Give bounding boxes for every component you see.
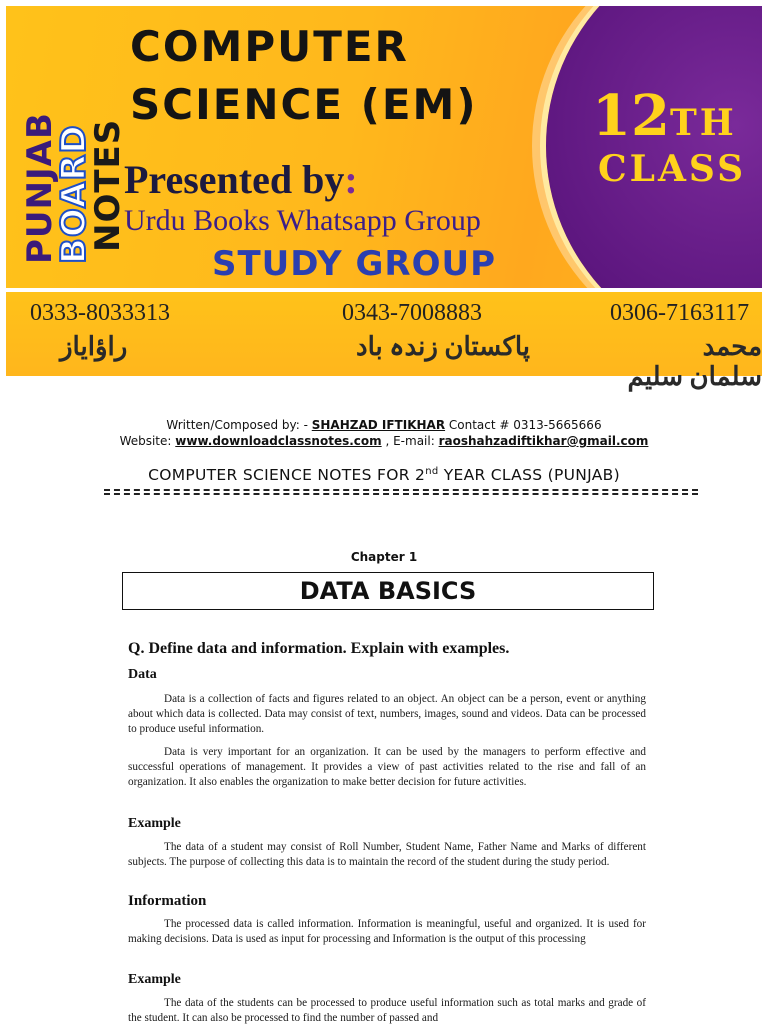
question-heading: Q. Define data and information. Explain with examples. bbox=[128, 640, 510, 657]
data-paragraph-1: Data is a collection of facts and figures related to an object. An object can be a person, event or anything about which data is collected. Data may consist of text, numbers, images, sound and videos. Data can be processed to produce useful information. bbox=[128, 693, 646, 735]
class-word: CLASS bbox=[598, 148, 747, 190]
banner-title-line2: SCIENCE (EM) bbox=[130, 80, 478, 129]
information-heading: Information bbox=[128, 893, 207, 909]
vertical-word-notes: NOTES bbox=[88, 118, 128, 252]
class-number-digits: 12 bbox=[592, 83, 670, 149]
example-heading-1: Example bbox=[128, 816, 181, 831]
contact-phone-2: 0343-7008883 bbox=[342, 300, 482, 326]
contact-name-1: راؤایاز bbox=[60, 332, 128, 361]
example-paragraph-2: The data of the students can be processed to produce useful information such as total marks and grade of the student. It can also be processed to find the number of passed and bbox=[128, 997, 646, 1024]
chapter-title: DATA BASICS bbox=[122, 572, 654, 610]
notes-title-sup: nd bbox=[425, 466, 439, 477]
example-heading-2: Example bbox=[128, 972, 181, 987]
information-paragraph: The processed data is called information. Information is meaningful, useful and organized. It is used for making decisions. Data is used as input for processing and Information is the output of this processing bbox=[128, 918, 646, 945]
class-number bbox=[592, 83, 737, 149]
vertical-brand-block bbox=[20, 26, 128, 276]
chapter-label: Chapter 1 bbox=[350, 550, 418, 564]
double-divider bbox=[104, 489, 698, 495]
author-name: SHAHZAD IFTIKHAR bbox=[311, 418, 446, 432]
data-heading: Data bbox=[128, 667, 157, 682]
contact-name-2: پاکستان زندہ باد bbox=[356, 332, 531, 361]
contact-phone-3: 0306-7163117 bbox=[610, 300, 750, 326]
website-line bbox=[0, 434, 768, 448]
presented-by-colon: : bbox=[344, 157, 358, 202]
author-prefix: Written/Composed by: - bbox=[166, 418, 312, 432]
banner-top-panel bbox=[6, 6, 762, 288]
class-number-suffix: TH bbox=[669, 102, 737, 144]
contacts-strip bbox=[6, 292, 762, 391]
email-prefix: , E-mail: bbox=[381, 434, 439, 448]
contact-name-3: محمد سلمان سلیم bbox=[627, 332, 762, 391]
website-link[interactable]: www.downloadclassnotes.com bbox=[175, 434, 382, 448]
group-name: Urdu Books Whatsapp Group bbox=[124, 204, 481, 237]
notes-title-after: YEAR CLASS (PUNJAB) bbox=[438, 466, 620, 485]
contact-phone-1: 0333-8033313 bbox=[30, 300, 170, 326]
presented-by-label: Presented by bbox=[124, 157, 345, 202]
vertical-word-punjab: PUNJAB bbox=[20, 112, 60, 264]
cover-banner bbox=[0, 0, 768, 391]
example-paragraph-1: The data of a student may consist of Roll Number, Student Name, Father Name and Marks of different subjects. The purpose of collecting this data is to maintain the record of the student during the study period. bbox=[128, 841, 646, 868]
study-group-text: STUDY GROUP bbox=[212, 244, 497, 284]
author-line bbox=[0, 418, 768, 432]
vertical-word-board: BOARD bbox=[54, 124, 94, 264]
data-paragraph-2: Data is very important for an organization. It can be used by the managers to perform effective and successful operations of management. It provides a view of past activities related to the rise and fall of an organization. It also enables the organization to make better decision for future activities. bbox=[128, 746, 646, 788]
banner-title-line1: COMPUTER bbox=[130, 22, 409, 71]
notes-title bbox=[0, 466, 768, 484]
author-contact: Contact # 0313-5665666 bbox=[445, 418, 602, 432]
website-prefix: Website: bbox=[119, 434, 176, 448]
email-link[interactable]: raoshahzadiftikhar@gmail.com bbox=[438, 434, 649, 448]
notes-title-before: COMPUTER SCIENCE NOTES FOR 2 bbox=[148, 466, 426, 485]
presented-by-text bbox=[124, 156, 358, 203]
